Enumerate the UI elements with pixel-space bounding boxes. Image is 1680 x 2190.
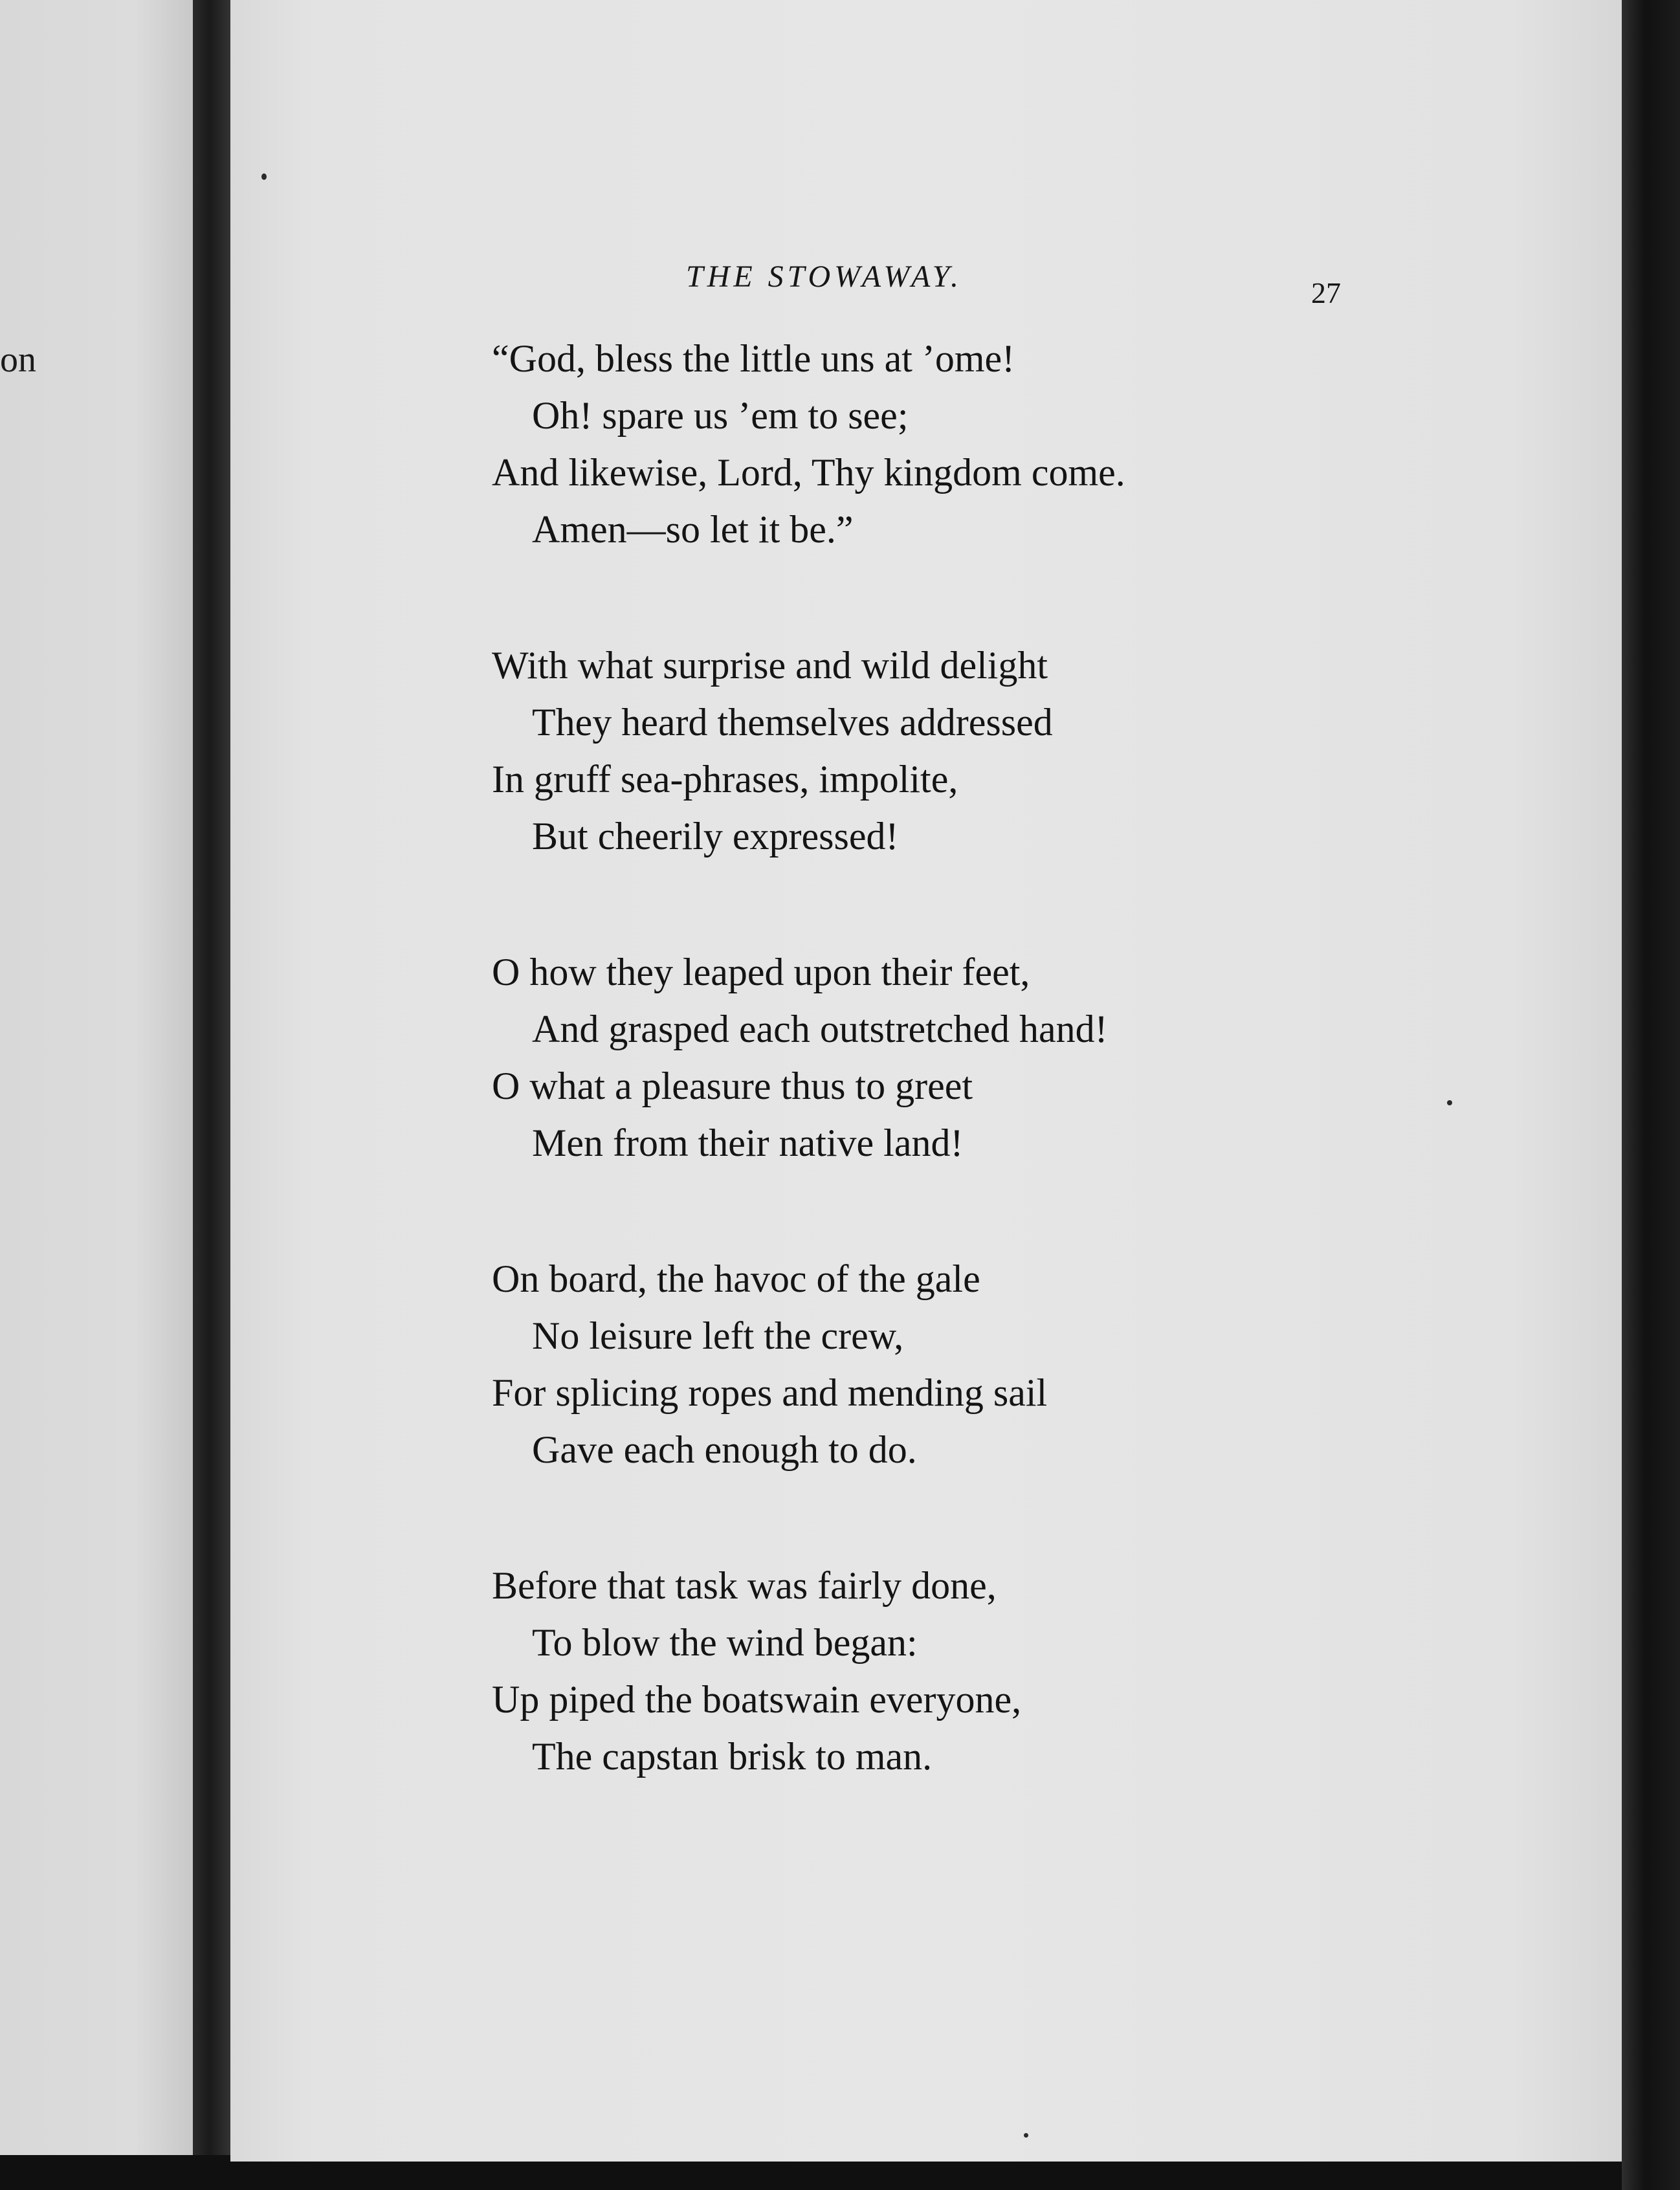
- stanza: [492, 1557, 1333, 1785]
- page-number: 27: [1311, 276, 1341, 309]
- facing-page-text-fragment: on: [0, 340, 36, 380]
- poem-line: With what surprise and wild delight: [492, 644, 1048, 687]
- poem-line: They heard themselves addressed: [532, 701, 1053, 744]
- poem-line: In gruff sea-phrases, impolite,: [492, 758, 958, 801]
- stanza: [492, 944, 1333, 1171]
- poem-line: Before that task was fairly done,: [492, 1564, 997, 1607]
- poem-line: But cheerily expressed!: [532, 815, 899, 857]
- poem-line: Gave each enough to do.: [532, 1428, 917, 1471]
- print-speck: [1447, 1100, 1452, 1105]
- binding-gutter: [193, 0, 236, 2155]
- poem-line: Up piped the boatswain everyone,: [492, 1678, 1022, 1721]
- poem-body: [492, 330, 1333, 1864]
- stanza: [492, 1250, 1333, 1478]
- running-title: THE STOWAWAY.: [686, 260, 962, 294]
- poem-line: Men from their native land!: [532, 1122, 964, 1164]
- poem-line: And grasped each outstretched hand!: [532, 1008, 1108, 1050]
- poem-line: And likewise, Lord, Thy kingdom come.: [492, 451, 1125, 494]
- poem-line: No leisure left the crew,: [532, 1314, 904, 1357]
- poem-line: The capstan brisk to man.: [532, 1735, 933, 1778]
- poem-line: O what a pleasure thus to greet: [492, 1065, 973, 1107]
- poem-line: O how they leaped upon their feet,: [492, 951, 1030, 993]
- print-speck: [1024, 2133, 1028, 2138]
- poem-line: Amen—so let it be.”: [532, 508, 854, 551]
- poem-line: To blow the wind began:: [532, 1621, 918, 1664]
- stanza: [492, 637, 1333, 865]
- page-edge-shadow: [1622, 0, 1680, 2190]
- print-speck: [261, 173, 267, 180]
- poem-line: Oh! spare us ’em to see;: [532, 394, 909, 437]
- facing-page: [0, 0, 193, 2155]
- stanza: [492, 330, 1333, 558]
- poem-line: “God, bless the little uns at ’ome!: [492, 337, 1015, 380]
- poem-line: For splicing ropes and mending sail: [492, 1371, 1048, 1414]
- poem-line: On board, the havoc of the gale: [492, 1257, 980, 1300]
